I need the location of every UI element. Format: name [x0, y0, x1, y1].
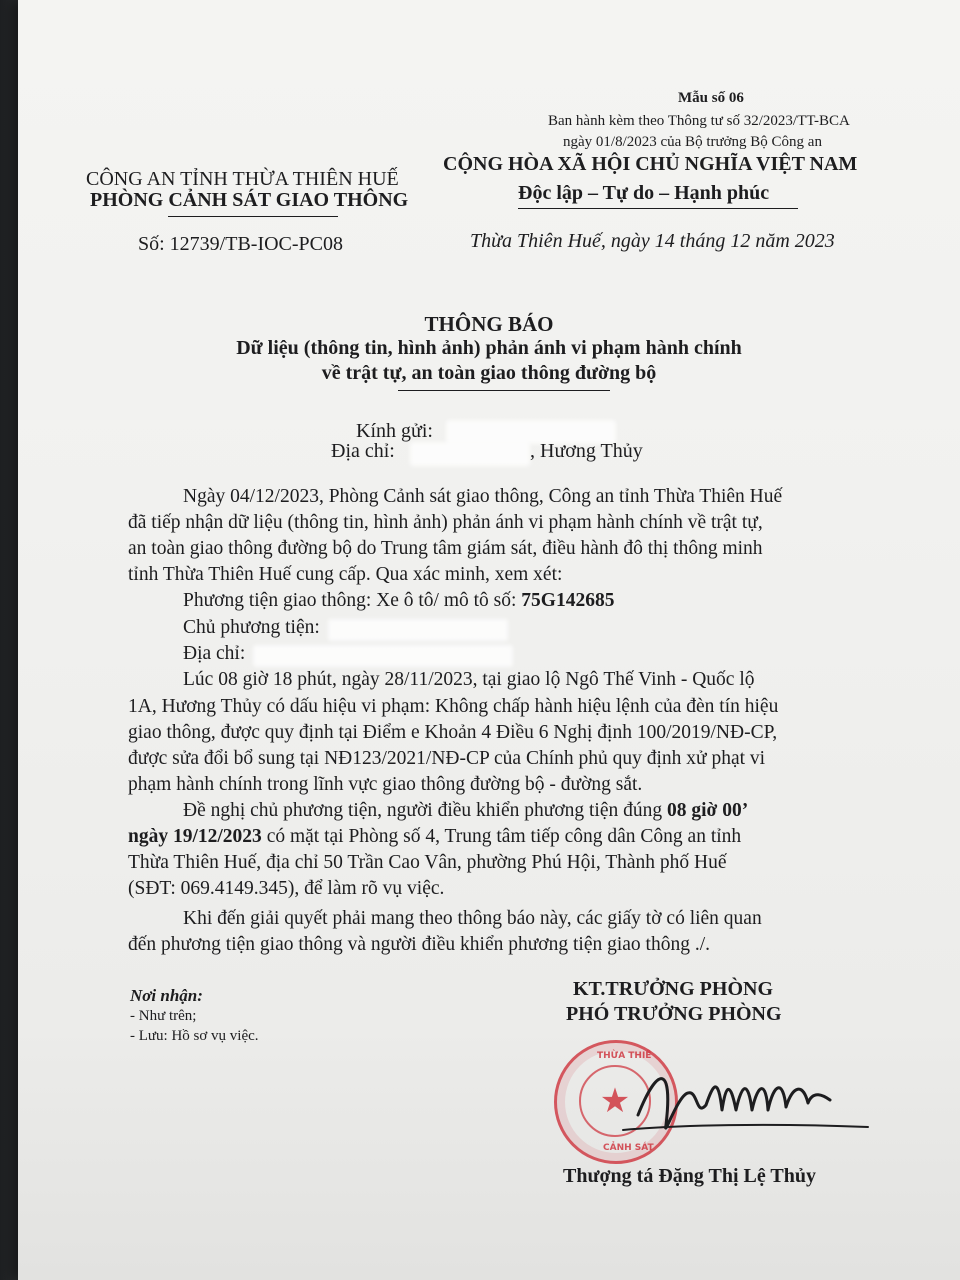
appointment-date: ngày 19/12/2023 — [128, 826, 262, 847]
body-p3-line-2 — [128, 826, 741, 848]
nation-motto-underline — [518, 208, 798, 209]
title-underline — [398, 390, 610, 391]
nation-name: CỘNG HÒA XÃ HỘI CHỦ NGHĨA VIỆT NAM — [443, 153, 858, 175]
recipient-address-redacted — [410, 442, 530, 466]
body-p2-line-4: được sửa đổi bổ sung tại NĐ123/2021/NĐ-CP của Chính phủ quy định xử phạt vi — [128, 748, 766, 769]
body-p2-line-2: 1A, Hương Thủy có dấu hiệu vi phạm: Không chấp hành hiệu lệnh của đèn tín hiệu — [128, 696, 779, 717]
signature-role-1: KT.TRƯỞNG PHÒNG — [573, 978, 773, 1000]
seal-star-icon: ★ — [599, 1083, 631, 1120]
notice-subtitle-1: Dữ liệu (thông tin, hình ảnh) phản ánh vi phạm hành chính — [236, 337, 742, 359]
issuer-department-underline — [168, 216, 338, 217]
recipient-address-suffix: , Hương Thủy — [530, 440, 643, 462]
vehicle-line — [183, 590, 614, 612]
recipients-title: Nơi nhận: — [130, 986, 203, 1005]
nation-motto: Độc lập – Tự do – Hạnh phúc — [518, 182, 770, 204]
place-date: Thừa Thiên Huế, ngày 14 tháng 12 năm 2023 — [470, 230, 835, 252]
body-p1-line-4: tỉnh Thừa Thiên Huế cung cấp. Qua xác minh, xem xét: — [128, 564, 563, 585]
recipients-item-2: - Lưu: Hồ sơ vụ việc. — [130, 1028, 259, 1044]
vehicle-label: Phương tiện giao thông: Xe ô tô/ mô tô số: — [183, 590, 522, 611]
body-p2-line-5: phạm hành chính trong lĩnh vực giao thông đường bộ - đường sắt. — [128, 774, 643, 795]
form-number: Mẫu số 06 — [678, 90, 744, 106]
body-p3-line-4: (SĐT: 069.4149.345), để làm rõ vụ việc. — [128, 878, 445, 899]
body-p2-line-1: Lúc 08 giờ 18 phút, ngày 28/11/2023, tại giao lộ Ngô Thế Vinh - Quốc lộ — [183, 669, 755, 690]
body-p1-line-3: an toàn giao thông đường bộ do Trung tâm giám sát, điều hành đô thị thông minh — [128, 538, 763, 559]
document-number: Số: 12739/TB-IOC-PC08 — [138, 233, 344, 255]
recipient-address-label: Địa chỉ: — [331, 440, 395, 462]
body-p4-line-2: đến phương tiện giao thông và người điều khiển phương tiện giao thông ./. — [128, 934, 711, 955]
signer-name: Thượng tá Đặng Thị Lệ Thủy — [563, 1165, 816, 1187]
recipients-item-1: - Như trên; — [130, 1008, 197, 1024]
seal-text-bottom: CẢNH SÁT — [603, 1143, 654, 1153]
body-p1-line-2: đã tiếp nhận dữ liệu (thông tin, hình ảnh) phản ánh vi phạm hành chính về trật tự, — [128, 512, 763, 533]
form-issued-line-2: ngày 01/8/2023 của Bộ trưởng Bộ Công an — [563, 134, 822, 150]
form-issued-line-1: Ban hành kèm theo Thông tư số 32/2023/TT-BCA — [548, 113, 850, 129]
body-p3-line-2-text: có mặt tại Phòng số 4, Trung tâm tiếp công dân Công an tỉnh — [261, 826, 742, 847]
body-p2-line-3: giao thông, được quy định tại Điểm e Khoản 4 Điều 6 Nghị định 100/2019/NĐ-CP, — [128, 722, 778, 743]
issuer-agency: CÔNG AN TỈNH THỪA THIÊN HUẾ — [86, 168, 399, 190]
seal-text-top: THỪA THIÊ — [597, 1051, 652, 1061]
body-p3-line-1-text: Đề nghị chủ phương tiện, người điều khiển phương tiện đúng — [183, 800, 667, 821]
vehicle-plate: 75G142685 — [521, 590, 615, 611]
notice-title: THÔNG BÁO — [424, 312, 554, 336]
notice-subtitle-2: về trật tự, an toàn giao thông đường bộ — [321, 362, 657, 384]
body-p1-line-1: Ngày 04/12/2023, Phòng Cảnh sát giao thông, Công an tỉnh Thừa Thiên Huế — [183, 486, 783, 507]
issuer-department: PHÒNG CẢNH SÁT GIAO THÔNG — [90, 189, 409, 211]
document-page — [18, 0, 960, 1280]
owner-name-redacted — [328, 619, 508, 641]
owner-label: Chủ phương tiện: — [183, 617, 320, 638]
body-p4-line-1: Khi đến giải quyết phải mang theo thông báo này, các giấy tờ có liên quan — [183, 908, 762, 929]
owner-address-label: Địa chỉ: — [183, 643, 246, 664]
owner-address-redacted — [253, 645, 513, 667]
body-p3-line-1 — [183, 800, 748, 822]
handwritten-signature — [618, 1055, 878, 1145]
signature-role-2: PHÓ TRƯỞNG PHÒNG — [566, 1003, 782, 1025]
recipient-to-label: Kính gửi: — [356, 420, 433, 442]
body-p3-line-3: Thừa Thiên Huế, địa chỉ 50 Trần Cao Vân, phường Phú Hội, Thành phố Huế — [128, 852, 727, 873]
appointment-time: 08 giờ 00’ — [667, 800, 749, 821]
